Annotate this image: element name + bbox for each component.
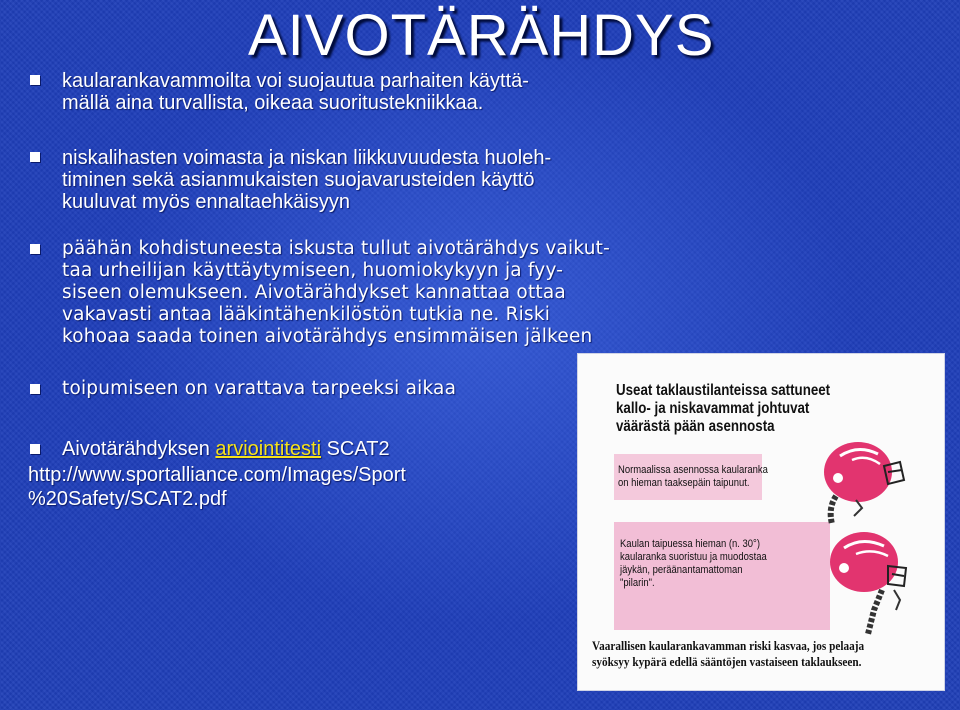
bullet-marker — [30, 152, 40, 162]
figure-caption-line: Vaarallisen kaularankavamman riski kasvaa, jos pelaaja — [592, 639, 865, 653]
bullet-line: vakavasti antaa lääkintähenkilöstön tutkia ne. Riski — [62, 304, 551, 325]
helmet-bent-icon — [804, 510, 944, 642]
bullet-text-4 — [62, 378, 456, 400]
bullet-line: päähän kohdistuneesta iskusta tullut aivotärähdys vaikut- — [62, 238, 610, 259]
bullet-marker — [30, 444, 40, 454]
bullet-marker — [30, 244, 40, 254]
bullet-line: mällä aina turvallista, oikeaa suoritustekniikkaa. — [62, 92, 484, 114]
figure-note-line: on hieman taaksepäin taipunut. — [618, 477, 750, 489]
bullet-line: timinen sekä asianmukaisten suojavarusteiden käyttö — [62, 169, 535, 191]
assessment-test-link[interactable]: arviointitesti — [215, 438, 322, 460]
figure-note-line: "pilarin". — [620, 577, 655, 589]
bullet-line: taa urheilijan käyttäytymiseen, huomiokykyyn ja fyy- — [62, 260, 564, 281]
bullet-text-5 — [62, 438, 390, 460]
scat2-url[interactable] — [28, 463, 406, 511]
figure-note-line: Kaulan taipuessa hieman (n. 30°) — [620, 538, 760, 550]
figure-note-normal — [618, 464, 768, 490]
figure-title — [616, 382, 830, 436]
figure-title-line: Useat taklaustilanteissa sattuneet — [616, 382, 831, 399]
figure-title-line: väärästä pään asennosta — [616, 418, 775, 435]
bullet-line: kuuluvat myös ennaltaehkäisyyn — [62, 191, 350, 213]
bullet-text-2 — [62, 147, 551, 213]
figure-note-line: kaularanka suoristuu ja muodostaa — [620, 551, 767, 563]
bullet-marker — [30, 75, 40, 85]
scat-suffix: SCAT2 — [321, 438, 390, 460]
bullet-text-3 — [62, 238, 610, 348]
bullet-text-1 — [62, 70, 529, 114]
bullet-line: kohoaa saada toinen aivotärähdys ensimmäisen jälkeen — [62, 326, 593, 347]
bullet-line: siseen olemukseen. Aivotärähdykset kannattaa ottaa — [62, 282, 566, 303]
bullet-line: toipumiseen on varattava tarpeeksi aikaa — [62, 378, 457, 399]
figure-caption-line: syöksyy kypärä edellä sääntöjen vastaiseen taklaukseen. — [592, 655, 862, 669]
figure-note-line: jäykän, peräänantamattoman — [620, 564, 743, 576]
bullet-marker — [30, 384, 40, 394]
bullet-line — [62, 438, 390, 460]
slide-title: AIVOTÄRÄHDYS — [248, 3, 715, 68]
bullet-line: kaularankavammoilta voi suojautua parhaiten käyttä- — [62, 70, 529, 92]
bullet-line: niskalihasten voimasta ja niskan liikkuvuudesta huoleh- — [62, 147, 552, 169]
url-line: http://www.sportalliance.com/Images/Sport — [28, 464, 406, 486]
figure-note-line: Normaalissa asennossa kaularanka — [618, 464, 768, 476]
figure-caption — [592, 638, 864, 670]
url-line: %20Safety/SCAT2.pdf — [28, 488, 227, 510]
figure-title-line: kallo- ja niskavammat johtuvat — [616, 400, 810, 417]
figure-note-bent — [620, 538, 767, 590]
scat-prefix: Aivotärähdyksen — [62, 438, 216, 460]
helmet-tackle-figure — [578, 354, 944, 690]
